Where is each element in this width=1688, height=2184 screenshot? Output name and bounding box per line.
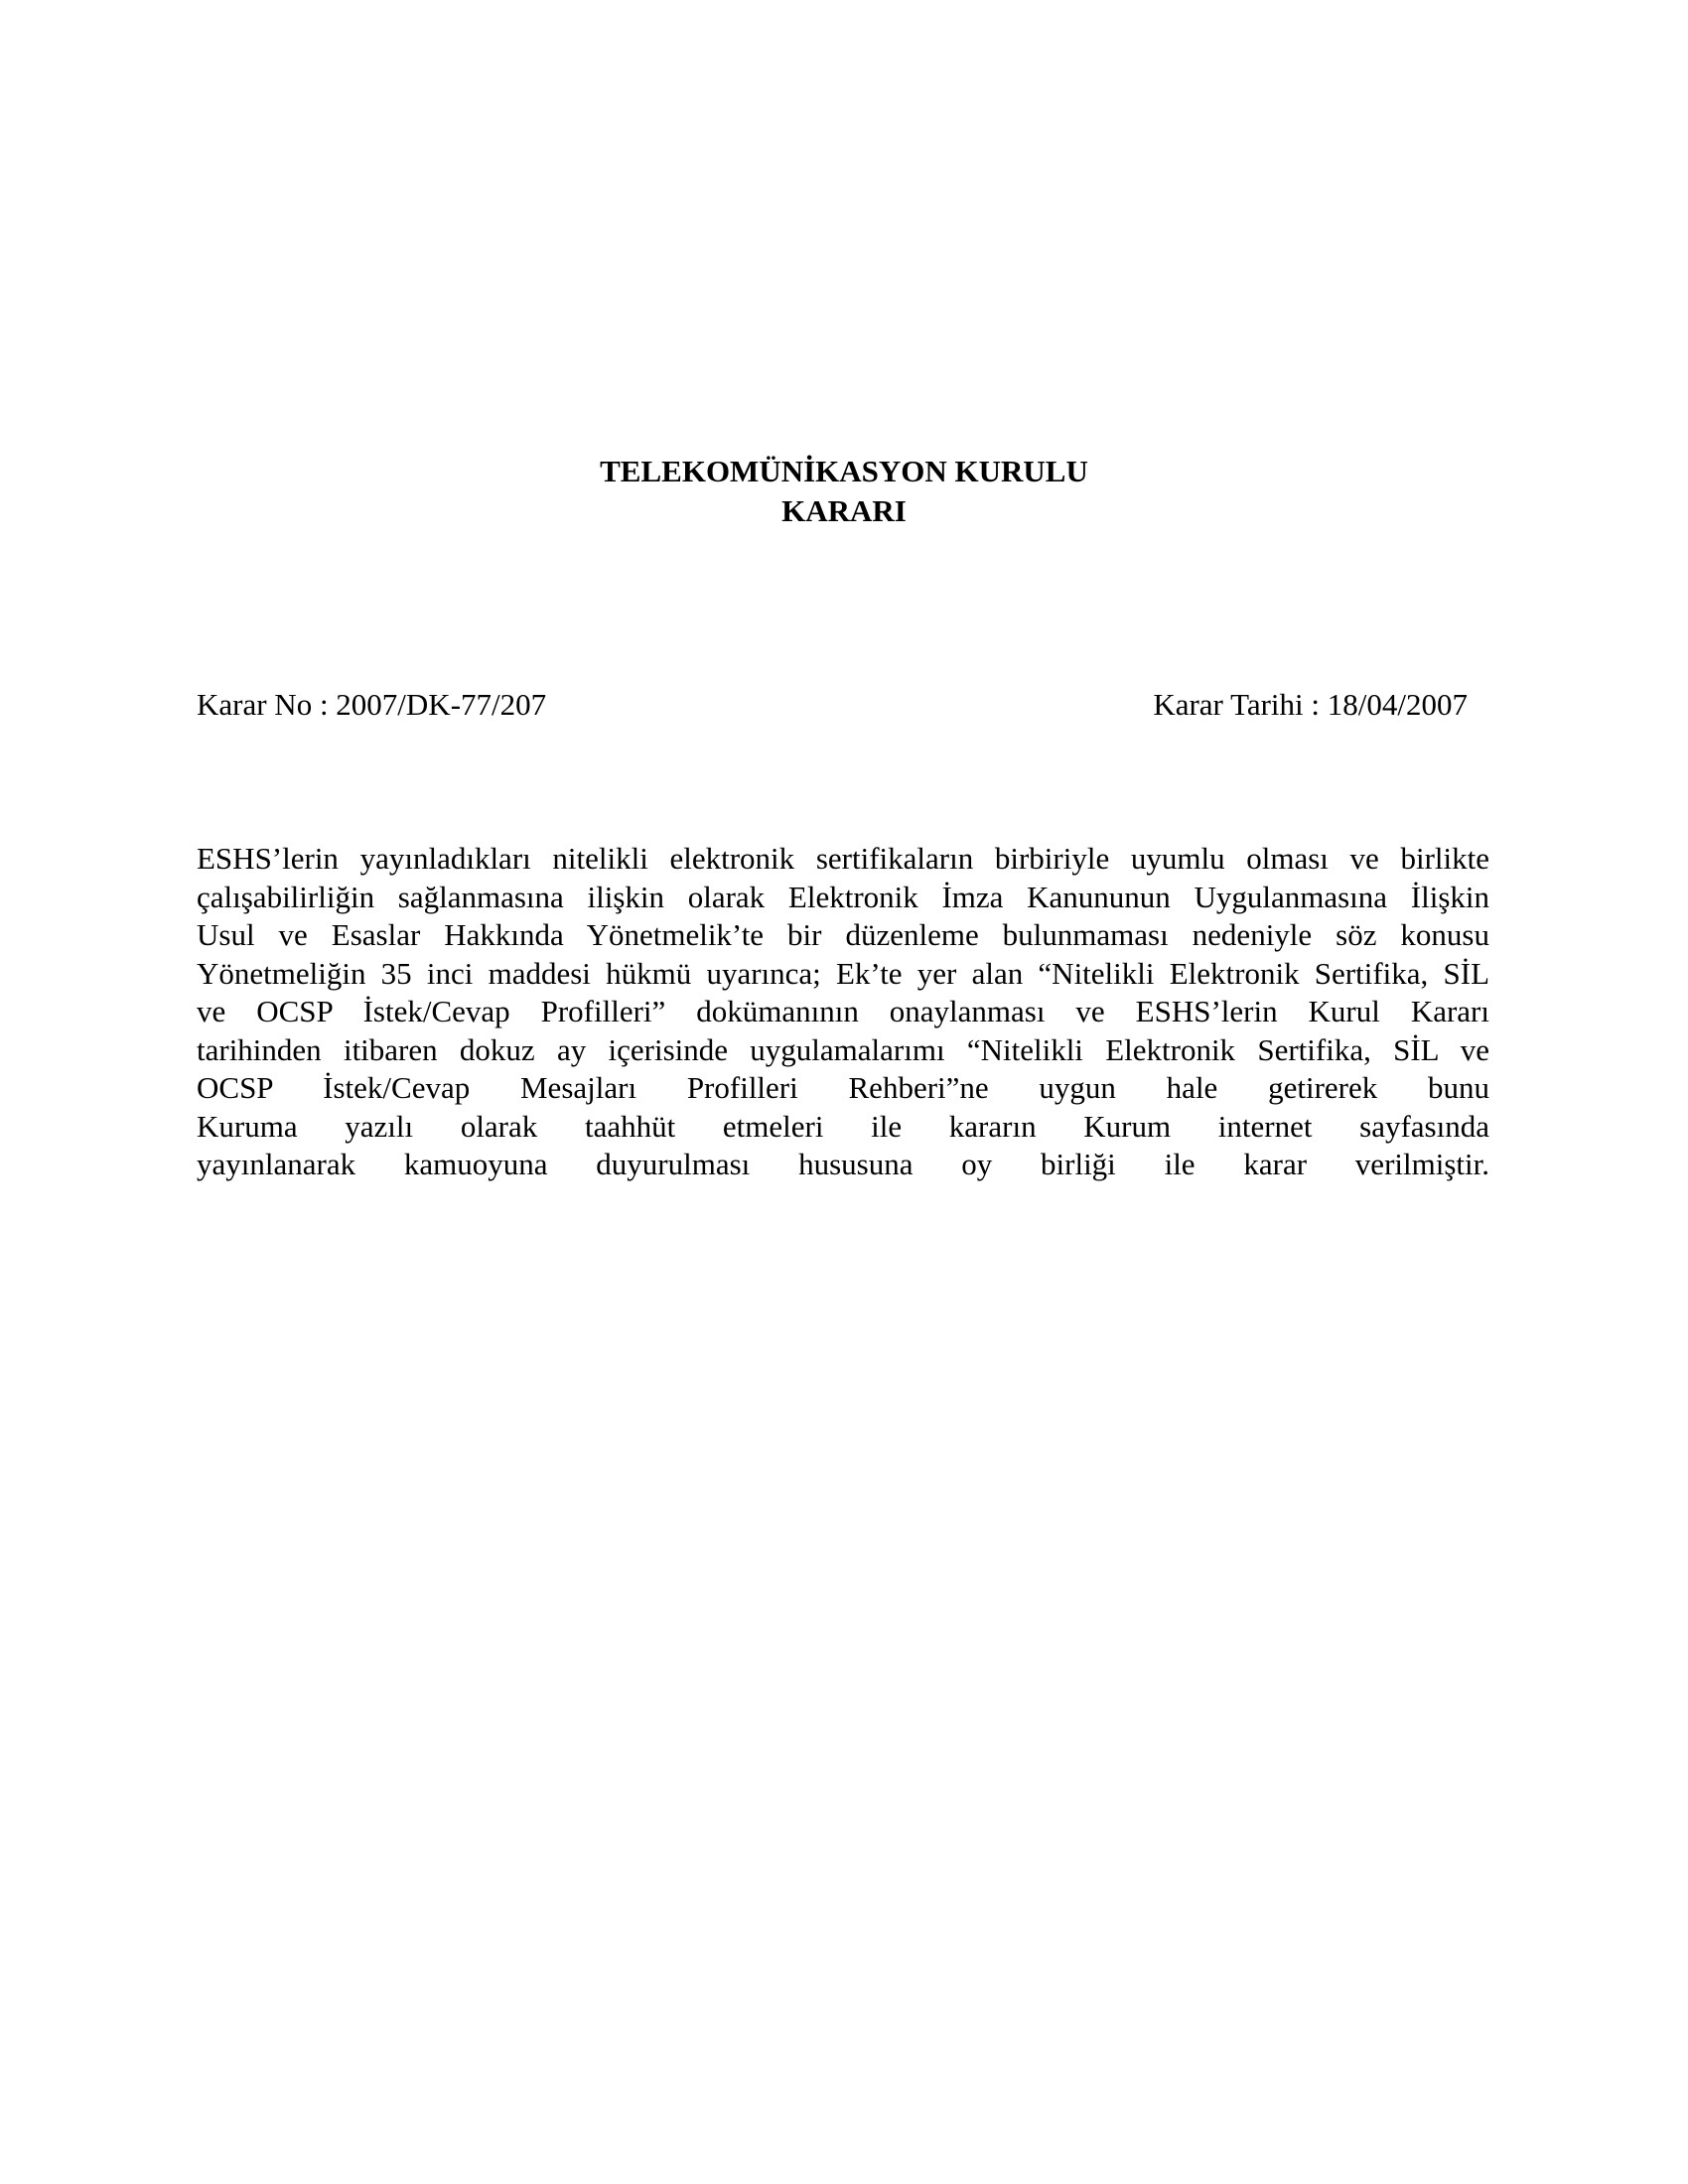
body-line: Usul ve Esaslar Hakkında Yönetmelik’te bir düzenleme bulunmaması nedeniyle söz konusu — [197, 917, 1489, 952]
decision-body — [197, 840, 1489, 1184]
title-line-1: TELEKOMÜNİKASYON KURULU — [600, 454, 1088, 488]
body-line: ESHS’lerin yayınladıkları nitelikli elektronik sertifikaların birbiriyle uyumlu olması ve birlikte — [197, 841, 1489, 876]
body-line: OCSP İstek/Cevap Mesajları Profilleri Rehberi”ne uygun hale getirerek bunu — [197, 1070, 1489, 1105]
body-line: Kuruma yazılı olarak taahhüt etmeleri ile kararın Kurum internet sayfasında — [197, 1108, 1489, 1144]
body-line: tarihinden itibaren dokuz ay içerisinde uygulamalarımı “Nitelikli Elektronik Sertifika, SİL ve — [197, 1031, 1489, 1067]
body-line: Yönetmeliğin 35 inci maddesi hükmü uyarınca; Ek’te yer alan “Nitelikli Elektronik Sertifika, SİL — [197, 955, 1489, 991]
decision-date: Karar Tarihi : 18/04/2007 — [1153, 687, 1468, 722]
title-line-2: KARARI — [781, 493, 907, 528]
document-title — [0, 452, 1688, 531]
body-line: çalışabilirliğin sağlanmasına ilişkin olarak Elektronik İmza Kanununun Uygulanmasına İlişkin — [197, 879, 1489, 914]
body-line: yayınlanarak kamuoyuna duyurulması hususuna oy birliği ile karar verilmiştir. — [197, 1147, 1489, 1181]
decision-number: Karar No : 2007/DK-77/207 — [197, 687, 547, 722]
body-line: ve OCSP İstek/Cevap Profilleri” dokümanının onaylanması ve ESHS’lerin Kurul Kararı — [197, 994, 1489, 1028]
